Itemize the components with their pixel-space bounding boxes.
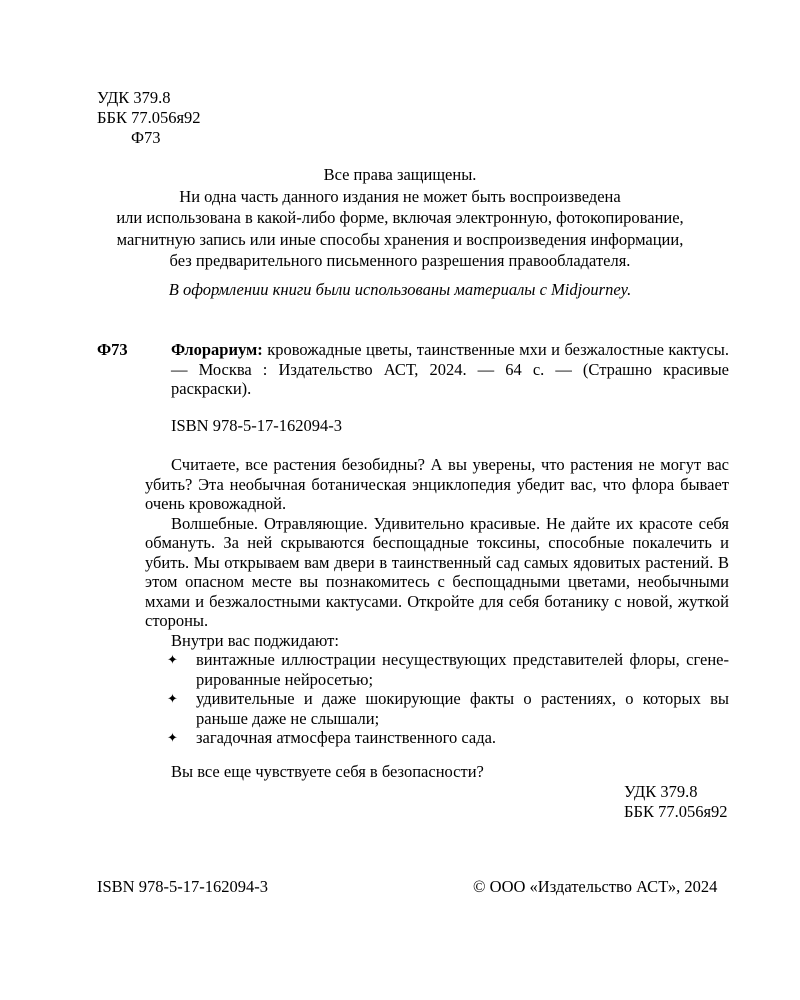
book-description: кровожадные цветы, таинственные мхи и безжалостные кактусы. — Москва : Издательство АСТ, 2024. — 64 с. — (Страшно красивые раскраски). [171, 340, 730, 398]
udk-code: УДК 379.8 [97, 88, 171, 107]
book-title: Флорариум: [171, 340, 263, 359]
rights-line: Все права защищены. [323, 165, 477, 184]
footer-isbn: ISBN 978-5-17-162094-3 [97, 877, 268, 896]
classification-codes-bottom [624, 782, 728, 822]
midjourney-note: В оформлении книги были использованы материалы с Midjourney. [168, 280, 632, 299]
rights-line: магнитную запись или иные способы хранения и воспроизведения информации, [116, 229, 684, 249]
rights-line: без предварительного письменного разрешения правообладателя. [169, 251, 631, 270]
bibliographic-record [171, 340, 729, 399]
rights-line: Ни одна часть данного издания не может быть воспроизведена [179, 186, 621, 206]
annotation-paragraph: Считаете, все растения безобидны? А вы уверены, что растения не могут вас убить? Эта необычная ботаническая энциклопедия убедит вас, что флора бывает очень кровожадной. [145, 455, 729, 513]
list-item: ✦ удивительные и даже шокирующие факты о растениях, о которых вы раньше даже не слышали; [167, 689, 729, 728]
list-lead: Внутри вас поджидают: [171, 630, 339, 650]
four-point-star-icon: ✦ [167, 691, 178, 706]
four-point-star-icon: ✦ [167, 730, 178, 745]
closing-question: Вы все еще чувствуете себя в безопасности? [171, 761, 484, 781]
annotation-paragraph: Волшебные. Отравляющие. Удивительно красивые. Не дайте их красоте себя обмануть. За ней скрываются беспощадные токсины, способные покалечить и убить. Мы открываем вам двери в таинственный сад самых ядовитых растений. В этом опасном месте вы познакомитесь с беспощадными цветами, необычными мхами и безжалостными кактусами. Откройте для себя ботанику с новой, жуткой стороны. [145, 513, 729, 630]
isbn-record: ISBN 978-5-17-162094-3 [171, 416, 342, 435]
list-item: ✦ загадочная атмосфера таинственного сада. [167, 728, 497, 747]
author-mark: Ф73 [131, 128, 161, 147]
classification-codes-top [97, 88, 201, 148]
annotation [145, 455, 729, 781]
bbk-code: ББК 77.056я92 [624, 802, 728, 821]
udk-code: УДК 379.8 [624, 782, 698, 801]
copyright-notice [60, 164, 740, 272]
list-item: ✦ винтажные иллюстрации несуществующих представителей флоры, сгенерированные нейросетью; [167, 650, 729, 689]
bbk-code: ББК 77.056я92 [97, 108, 201, 127]
bibliography-code: Ф73 [97, 340, 128, 359]
four-point-star-icon: ✦ [167, 652, 178, 667]
rights-line: или использована в какой-либо форме, включая электронную, фотокопирование, [116, 208, 684, 227]
feature-list [145, 650, 729, 748]
footer-copyright: © ООО «Издательство АСТ», 2024 [473, 877, 718, 896]
